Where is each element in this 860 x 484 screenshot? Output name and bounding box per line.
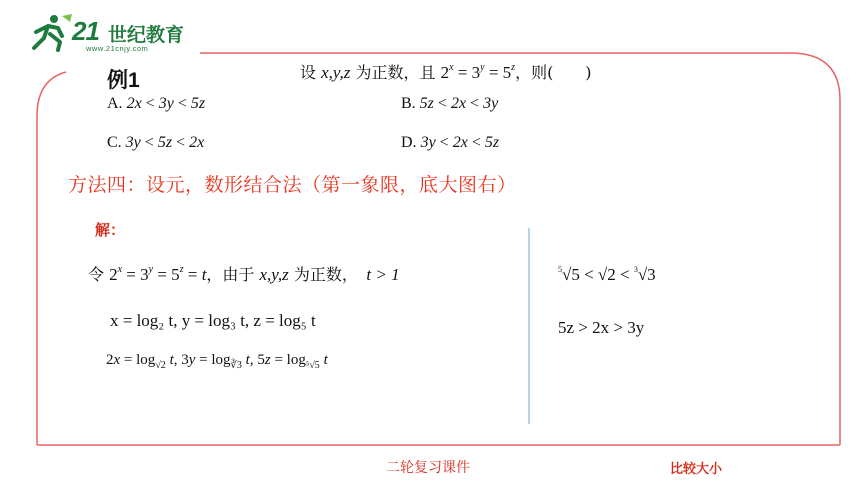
question-stem: 设 x,y,z 为正数，且 $2^x = 3^y = 5^z$，则( ) — [300, 62, 592, 82]
footer-course: 二轮复习课件 — [386, 460, 470, 476]
option-a[interactable]: A. 2x < 3y < 5z — [107, 95, 206, 112]
logo-url: www.21cnjy.com — [86, 44, 149, 53]
solution-line-3: $2x = \log_{√2} t$, $3y = \log_{∛3} t$, $5z = \log_{^5√5} t$ — [106, 352, 328, 371]
solution-label: 解： — [95, 221, 126, 239]
logo-number: 21 — [72, 16, 99, 46]
root-comparison: $^5$√5 < √2 < $^3$√3 — [558, 265, 656, 284]
logo-name: 世纪教育 — [108, 24, 185, 46]
example-label: 例1 — [107, 69, 140, 92]
method-title: 方法四：设元，数形结合法（第一象限，底大图右） — [68, 174, 517, 196]
result-line: 5z > 2x > 3y — [558, 318, 645, 337]
solution-line-1: 令 $2^x = 3^y = 5^z = t$，由于 x,y,z 为正数， t > 1 — [88, 264, 400, 284]
option-b[interactable]: B. 5z < 2x < 3y — [401, 95, 499, 112]
solution-line-2: x = log₂ t, y = log₃ t, z = log₅ t — [110, 311, 316, 330]
option-d[interactable]: D. 3y < 2x < 5z — [401, 134, 500, 151]
footer-topic: 比较大小 — [670, 462, 723, 477]
option-c[interactable]: C. 3y < 5z < 2x — [107, 134, 205, 151]
